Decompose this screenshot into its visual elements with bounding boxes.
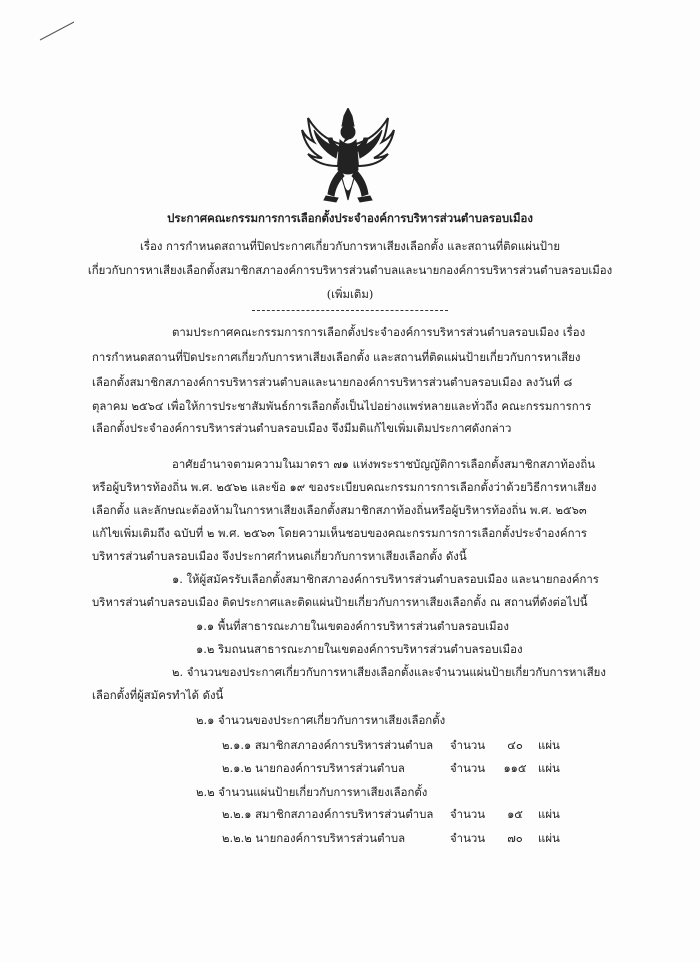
document-title: ประกาศคณะกรรมการการเลือกตั้งประจำองค์การบริหารส่วนตำบลรอบเมือง — [167, 211, 533, 225]
item2-2: ๒.๒ จำนวนแผ่นป้ายเกี่ยวกับการหาเสียงเลือกตั้ง — [196, 785, 428, 799]
item2-2-2-qty: ๗๐ — [507, 831, 523, 845]
subject-line-2: เกี่ยวกับการหาเสียงเลือกตั้งสมาชิกสภาองค์การบริหารส่วนตำบลและนายกองค์การบริหารส่วนตำบลรอบเมือง — [87, 263, 613, 277]
para2-line: แก้ไขเพิ่มเติมถึง ฉบับที่ ๒ พ.ศ. ๒๕๖๓ โดยความเห็นชอบของคณะกรรมการการเลือกตั้งประจำองค์การ — [92, 526, 587, 540]
para2-line: หรือผู้บริหารท้องถิ่น พ.ศ. ๒๕๖๒ และข้อ ๑๙ ของระเบียบคณะกรรมการการเลือกตั้งว่าด้วยวิธีการหาเสียง — [92, 480, 597, 494]
item2-1: ๒.๑ จำนวนของประกาศเกี่ยวกับการหาเสียงเลือกตั้ง — [196, 713, 446, 727]
para2-line: บริหารส่วนตำบลรอบเมือง จึงประกาศกำหนดเกี่ยวกับการหาเสียงเลือกตั้ง ดังนี้ — [92, 549, 467, 563]
item2-1-2-qty: ๑๑๕ — [503, 761, 527, 775]
item2-line: ๒. จำนวนของประกาศเกี่ยวกับการหาเสียงเลือกตั้งและจำนวนแผ่นป้ายเกี่ยวกับการหาเสียง — [172, 665, 606, 679]
item2-2-2-unit: แผ่น — [538, 831, 560, 845]
para2-line: อาศัยอำนาจตามความในมาตรา ๗๑ แห่งพระราชบัญญัติการเลือกตั้งสมาชิกสภาท้องถิ่น — [172, 457, 596, 471]
para1-line: เลือกตั้งสมาชิกสภาองค์การบริหารส่วนตำบลและนายกองค์การบริหารส่วนตำบลรอบเมือง ลงวันที่ ๘ — [92, 375, 573, 389]
item2-1-2-word: จำนวน — [450, 761, 486, 775]
item2-1-1-word: จำนวน — [450, 738, 486, 752]
item2-1-2-unit: แผ่น — [538, 761, 560, 775]
para1-line: เลือกตั้งประจำองค์การบริหารส่วนตำบลรอบเมือง จึงมีมติแก้ไขเพิ่มเติมประกาศดังกล่าว — [92, 421, 512, 435]
para1-line: การกำหนดสถานที่ปิดประกาศเกี่ยวกับการหาเสียงเลือกตั้ง และสถานที่ติดแผ่นป้ายเกี่ยวกับการหาเสียง — [92, 350, 581, 364]
subject-line-1: เรื่อง การกำหนดสถานที่ปิดประกาศเกี่ยวกับการหาเสียงเลือกตั้ง และสถานที่ติดแผ่นป้าย — [139, 239, 561, 253]
item2-1-1-qty: ๔๐ — [507, 738, 523, 752]
item1-line: บริหารส่วนตำบลรอบเมือง ติดประกาศและติดแผ่นป้ายเกี่ยวกับการหาเสียงเลือกตั้ง ณ สถานที่ดังต่อไปนี้ — [92, 595, 588, 609]
para1-line: ตามประกาศคณะกรรมการการเลือกตั้งประจำองค์การบริหารส่วนตำบลรอบเมือง เรื่อง — [172, 325, 586, 339]
garuda-emblem — [300, 108, 396, 208]
separator-line — [252, 310, 448, 311]
item2-2-1-qty: ๑๕ — [507, 807, 523, 821]
item2-1-1-unit: แผ่น — [538, 738, 560, 752]
item2-2-1-label: ๒.๒.๑ สมาชิกสภาองค์การบริหารส่วนตำบล — [222, 807, 434, 821]
item1-line: ๑. ให้ผู้สมัครรับเลือกตั้งสมาชิกสภาองค์การบริหารส่วนตำบลรอบเมือง และนายกองค์การ — [172, 572, 599, 586]
pen-mark — [38, 18, 78, 42]
item2-2-2-label: ๒.๒.๒ นายกองค์การบริหารส่วนตำบล — [222, 831, 406, 845]
item2-2-1-unit: แผ่น — [538, 807, 560, 821]
para2-line: เลือกตั้ง และลักษณะต้องห้ามในการหาเสียงเลือกตั้งสมาชิกสภาท้องถิ่นหรือผู้บริหารท้องถิ่น พ.ศ. ๒๕๖๓ — [92, 503, 587, 517]
item2-1-1-label: ๒.๑.๑ สมาชิกสภาองค์การบริหารส่วนตำบล — [222, 738, 434, 752]
subject-line-3: (เพิ่มเติม) — [326, 287, 374, 301]
item2-2-2-word: จำนวน — [450, 831, 486, 845]
item2-1-2-label: ๒.๑.๒ นายกองค์การบริหารส่วนตำบล — [222, 761, 405, 775]
item1-1: ๑.๑ พื้นที่สาธารณะภายในเขตองค์การบริหารส่วนตำบลรอบเมือง — [196, 619, 509, 633]
item1-2: ๑.๒ ริมถนนสาธารณะภายในเขตองค์การบริหารส่วนตำบลรอบเมือง — [196, 642, 523, 656]
item2-line: เลือกตั้งที่ผู้สมัครทำได้ ดังนี้ — [92, 688, 224, 702]
para1-line: ตุลาคม ๒๕๖๔ เพื่อให้การประชาสัมพันธ์การเลือกตั้งเป็นไปอย่างแพร่หลายและทั่วถึง คณะกรรมการการ — [92, 399, 592, 413]
item2-2-1-word: จำนวน — [450, 807, 486, 821]
